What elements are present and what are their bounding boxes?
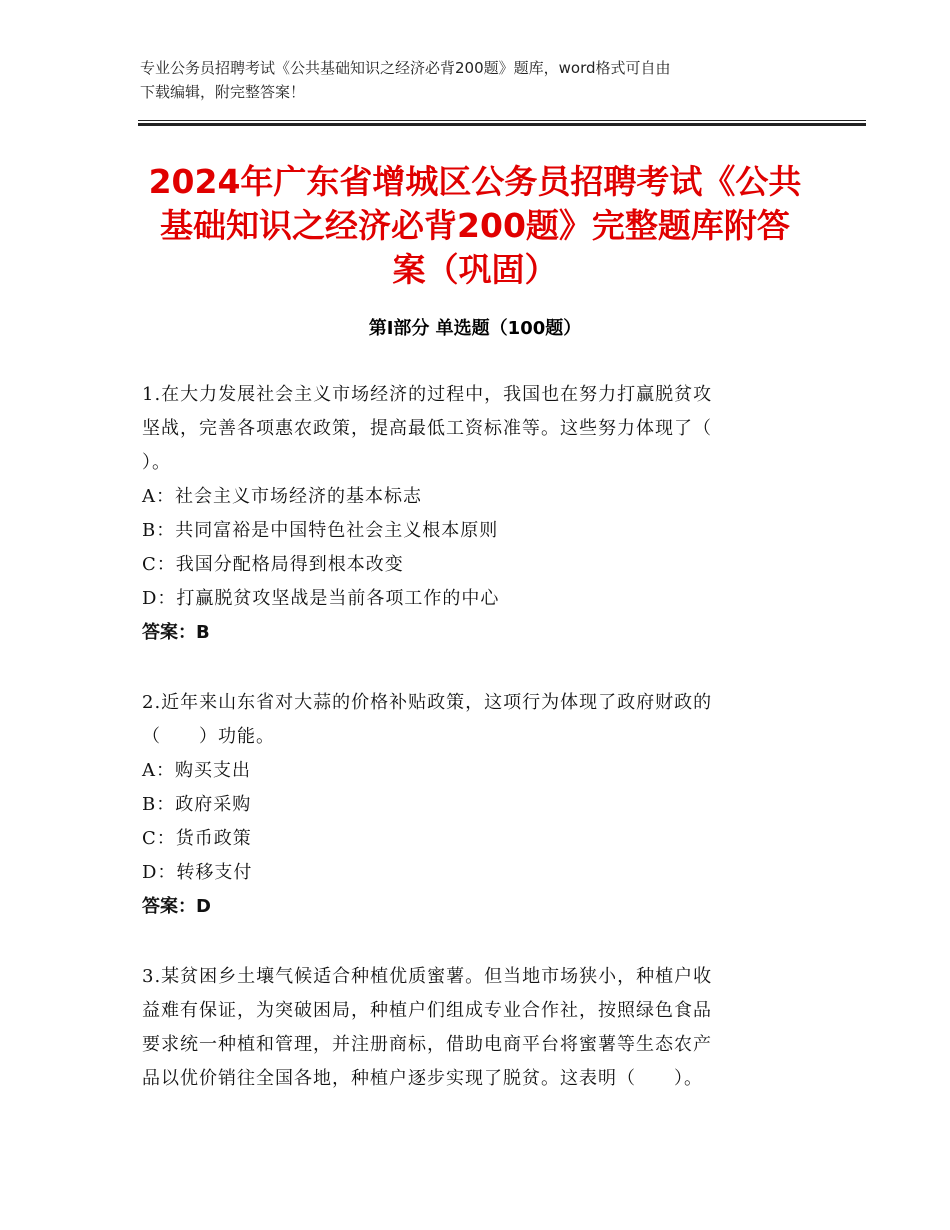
option-a: A：社会主义市场经济的基本标志: [142, 486, 422, 507]
header-divider-thick: [138, 123, 866, 126]
question-stem-line: 3.某贫困乡土壤气候适合种植优质蜜薯。但当地市场狭小，种植户收: [142, 966, 713, 987]
option-c: C：货币政策: [142, 828, 252, 849]
header-divider-thin: [138, 120, 866, 121]
question-3: [142, 960, 810, 1096]
option-b: B：政府采购: [142, 794, 252, 815]
title-line: 基础知识之经济必背200题》完整题库附答: [160, 206, 790, 245]
question-stem-line: （ ）功能。: [142, 726, 275, 747]
question-stem-line: ）。: [142, 452, 171, 473]
document-title: [120, 160, 830, 292]
question-stem-line: 益难有保证，为突破困局，种植户们组成专业合作社，按照绿色食品: [142, 1000, 712, 1021]
question-stem-line: 坚战，完善各项惠农政策，提高最低工资标准等。这些努力体现了（: [142, 418, 712, 439]
title-line: 2024年广东省增城区公务员招聘考试《公共: [148, 162, 802, 201]
question-stem-line: 1.在大力发展社会主义市场经济的过程中，我国也在努力打赢脱贫攻: [142, 384, 713, 405]
section-title: 第Ⅰ部分 单选题（100题）: [368, 318, 582, 339]
question-1: [142, 378, 810, 650]
question-stem-line: 要求统一种植和管理，并注册商标，借助电商平台将蜜薯等生态农产: [142, 1034, 712, 1055]
option-d: D：打赢脱贫攻坚战是当前各项工作的中心: [142, 588, 500, 609]
option-d: D：转移支付: [142, 862, 253, 883]
header-note: [140, 56, 820, 104]
question-2: [142, 686, 810, 924]
option-b: B：共同富裕是中国特色社会主义根本原则: [142, 520, 499, 541]
option-a: A：购买支出: [142, 760, 251, 781]
header-note-line: 专业公务员招聘考试《公共基础知识之经济必背200题》题库，word格式可自由: [140, 59, 671, 77]
option-c: C：我国分配格局得到根本改变: [142, 554, 404, 575]
header-note-line: 下载编辑，附完整答案！: [140, 83, 306, 101]
answer-label: 答案：D: [142, 896, 211, 917]
question-stem-line: 品以优价销往全国各地，种植户逐步实现了脱贫。这表明（ ）。: [142, 1068, 703, 1089]
title-line: 案（巩固）: [392, 250, 558, 289]
answer-label: 答案：B: [142, 622, 210, 643]
question-stem-line: 2.近年来山东省对大蒜的价格补贴政策，这项行为体现了政府财政的: [142, 692, 713, 713]
